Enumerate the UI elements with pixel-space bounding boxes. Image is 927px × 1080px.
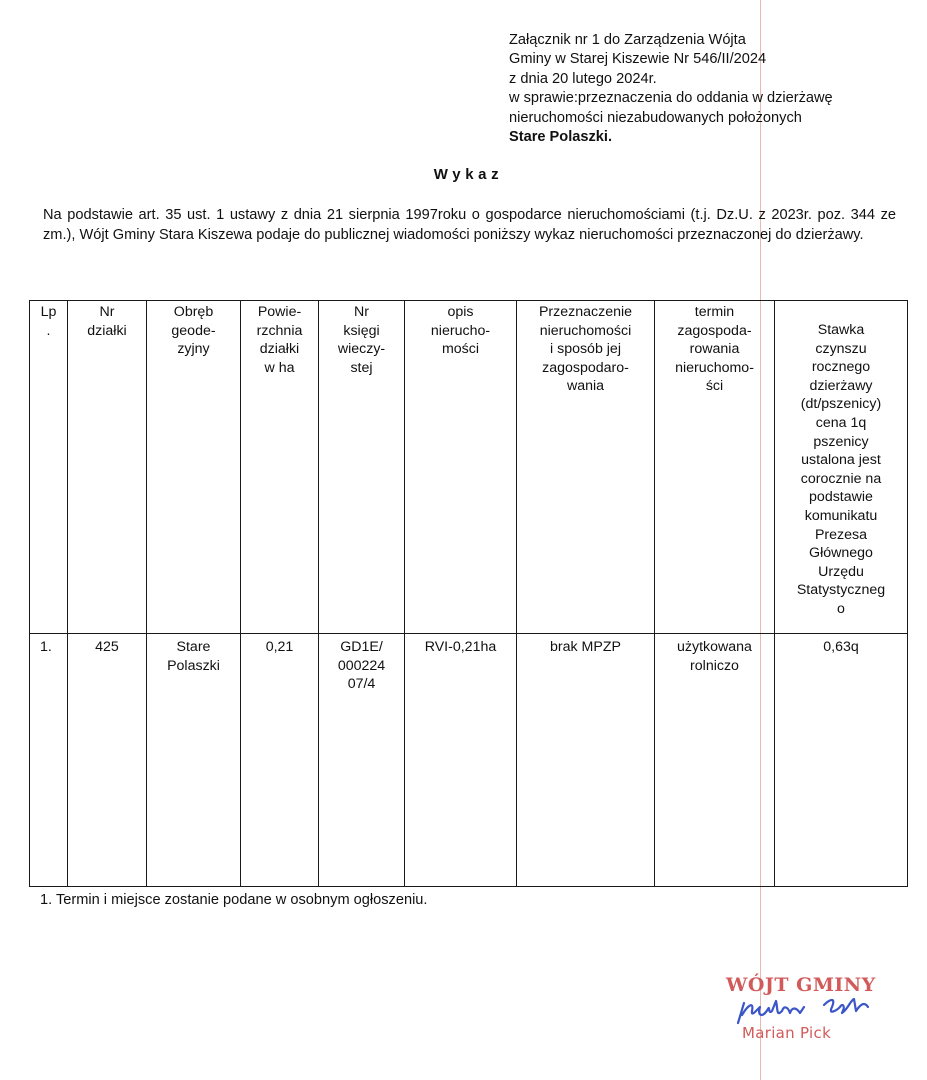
cell-opis-text: RVI-0,21ha	[424, 639, 497, 655]
cell-opis	[405, 634, 517, 887]
header-obreb-text: Obręb geode- zyjny	[171, 304, 216, 358]
cell-lp	[30, 634, 68, 887]
header-nr-dzialki	[68, 301, 147, 634]
header-nr-ksiegi-text: Nr księgi wieczy- stej	[337, 304, 386, 376]
cell-obreb	[147, 634, 241, 887]
header-nr-dzialki-text: Nr działki	[87, 304, 127, 339]
attachment-location: Stare Polaszki.	[509, 129, 613, 146]
cell-nr-dzialki-text: 425	[95, 639, 119, 655]
header-lp	[30, 301, 68, 634]
header-lp-text: Lp .	[40, 304, 57, 339]
stamp-title: WÓJT GMINY	[726, 974, 876, 996]
attachment-line-5: nieruchomości niezabudowanych położonych	[509, 109, 802, 126]
header-termin-text: termin zagospoda- rowania nieruchomo- ści	[675, 304, 754, 395]
document-title: Wykaz	[433, 166, 504, 183]
cell-obreb-text: Stare Polaszki	[167, 639, 220, 674]
cell-stawka-text: 0,63q	[823, 639, 859, 655]
cell-lp-text: 1.	[40, 639, 52, 655]
attachment-line-1: Załącznik nr 1 do Zarządzenia Wójta	[509, 32, 746, 48]
cell-powierzchnia-text: 0,21	[265, 639, 294, 655]
attachment-line-3: z dnia 20 lutego 2024r.	[509, 70, 657, 87]
table-header-row	[30, 301, 908, 634]
header-opis-text: opis nierucho- mości	[430, 304, 491, 358]
header-powierzchnia	[241, 301, 319, 634]
property-table	[29, 300, 908, 887]
header-przeznaczenie	[517, 301, 655, 634]
header-przeznaczenie-text: Przeznaczenie nieruchomości i sposób jej zagospodaro- wania	[538, 304, 633, 395]
header-stawka-text: Stawka czynszu rocznego dzierżawy (dt/pszenicy) cena 1q pszenicy ustalona jest corocznie na podstawie komunikatu Prezesa Głównego Urzędu Statystyczneg o	[796, 322, 886, 617]
signature	[738, 999, 868, 1023]
cell-przeznaczenie-text: brak MPZP	[550, 639, 621, 655]
stamp-name: Marian Pick	[742, 1024, 832, 1042]
cell-stawka	[775, 634, 908, 887]
cell-powierzchnia	[241, 634, 319, 887]
cell-nr-dzialki	[68, 634, 147, 887]
intro-paragraph: Na podstawie art. 35 ust. 1 ustawy z dnia 21 sierpnia 1997roku o gospodarce nieruchomościami (t.j. Dz.U. z 2023r. poz. 344 ze zm.), Wójt Gminy Stara Kiszewa podaje do publicznej wiadomości poniższy wykaz nieruchomości przeznaczonej do dzierżawy.	[43, 207, 896, 243]
header-obreb	[147, 301, 241, 634]
cell-nr-ksiegi-text: GD1E/ 000224 07/4	[337, 639, 386, 693]
attachment-header	[509, 31, 909, 147]
cell-przeznaczenie	[517, 634, 655, 887]
cell-termin	[655, 634, 775, 887]
cell-nr-ksiegi	[319, 634, 405, 887]
header-opis	[405, 301, 517, 634]
header-nr-ksiegi	[319, 301, 405, 634]
header-termin	[655, 301, 775, 634]
cell-termin-text: użytkowana rolniczo	[677, 639, 752, 674]
official-stamp	[724, 971, 884, 1051]
table-row	[30, 634, 908, 887]
header-stawka	[775, 301, 908, 634]
attachment-line-2: Gminy w Starej Kiszewie Nr 546/II/2024	[509, 51, 767, 68]
footnote: 1. Termin i miejsce zostanie podane w osobnym ogłoszeniu.	[40, 892, 428, 908]
attachment-line-4: w sprawie:przeznaczenia do oddania w dzierżawę	[509, 90, 833, 107]
stamp-graphic	[724, 971, 884, 1031]
header-powierzchnia-text: Powie- rzchnia działki w ha	[256, 304, 303, 376]
